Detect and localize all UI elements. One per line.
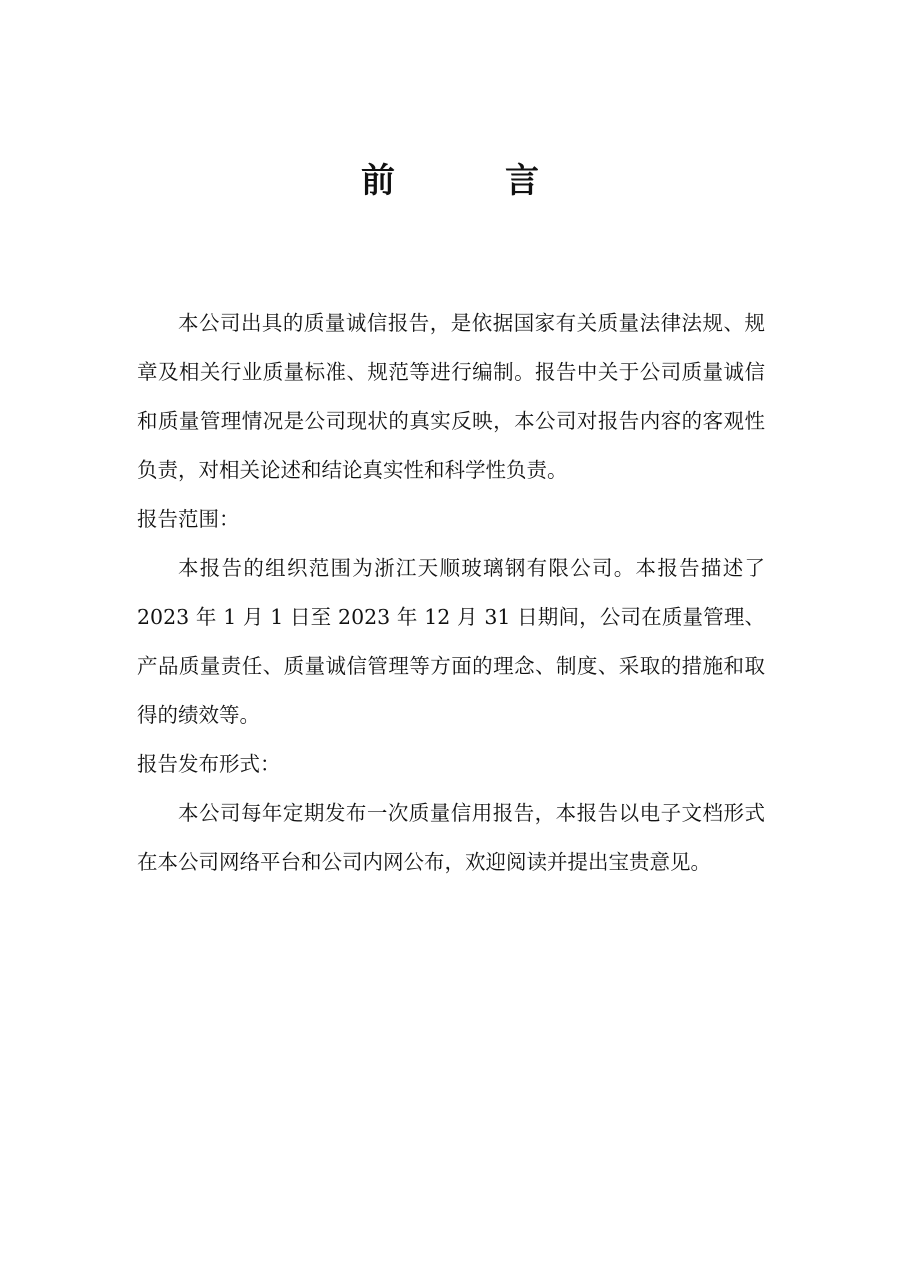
scope-paragraph: 本报告的组织范围为浙江天顺玻璃钢有限公司。本报告描述了2023 年 1 月 1 日至 2023 年 12 月 31 日期间，公司在质量管理、产品质量责任、质量诚信管理等方面的理念、制度、采取的措施和取得的绩效等。 bbox=[137, 556, 765, 727]
release-paragraph: 本公司每年定期发布一次质量信用报告，本报告以电子文档形式在本公司网络平台和公司内网公布，欢迎阅读并提出宝贵意见。 bbox=[137, 801, 765, 874]
page-title: 前 言 bbox=[361, 161, 577, 201]
intro-paragraph: 本公司出具的质量诚信报告，是依据国家有关质量法律法规、规章及相关行业质量标准、规范等进行编制。报告中关于公司质量诚信和质量管理情况是公司现状的真实反映，本公司对报告内容的客观性负责，对相关论述和结论真实性和科学性负责。 bbox=[137, 311, 765, 482]
release-heading: 报告发布形式： bbox=[137, 752, 281, 776]
scope-heading: 报告范围： bbox=[137, 507, 240, 531]
document-body bbox=[137, 299, 765, 887]
